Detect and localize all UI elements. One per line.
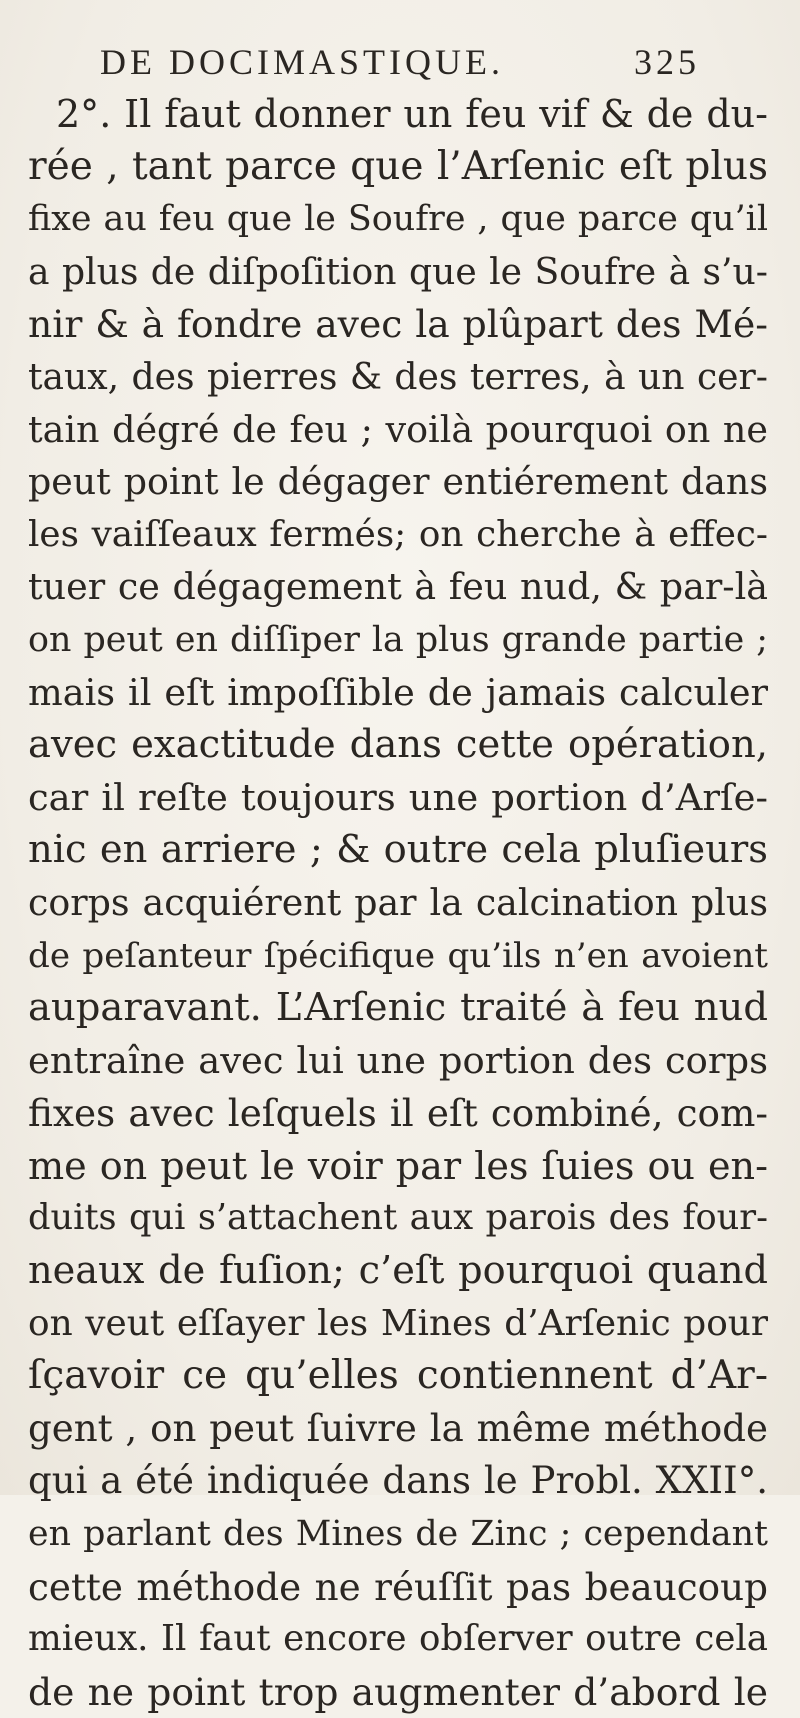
text-line: les vaiſſeaux fermés; on cherche à effec- [28,513,768,555]
text-line: taux, des pierres & des terres, à un cer- [28,354,768,398]
text-line: cette méthode ne réuſſit pas beaucoup [28,1564,768,1609]
text-line: nic en arriere ; & outre cela pluſieurs [28,827,768,873]
text-line: en parlant des Mines de Zinc ; cependant [28,1514,768,1555]
text-line: avec exactitude dans cette opération, [28,722,768,768]
text-line: corps acquiérent par la calcination plus [28,880,768,924]
text-line: de ne point trop augmenter d’abord le [28,1669,768,1714]
running-head [100,40,700,84]
text-line: on peut en diſſiper la plus grande partie ; [28,619,768,660]
text-line: on veut eſſayer les Mines d’Arſenic pour [28,1302,768,1344]
text-line: neaux de fuſion; c’eſt pourquoi quand [28,1248,768,1294]
text-line: qui a été indiquée dans le Probl. XXII°. [28,1459,768,1503]
text-line: ſçavoir ce qu’elles contiennent d’Ar- [28,1353,768,1399]
text-line: rée , tant parce que l’Arſenic eſt plus [28,143,768,189]
text-line: fixe au feu que le Soufre , que parce qu’il [28,199,768,240]
text-line: tuer ce dégagement à feu nud, & par-là [28,565,768,609]
text-line: nir & à fondre avec la plûpart des Mé- [28,302,768,347]
text-line: me on peut le voir par les ſuies ou en- [28,1143,768,1188]
text-line: entraîne avec lui une portion des corps [28,1038,768,1082]
text-line: mais il eſt impoſſible de jamais calculer [28,670,768,714]
running-head-title: DE DOCIMASTIQUE. [100,42,504,82]
text-line: duits qui s’attachent aux parois des four- [28,1197,768,1239]
text-line: car il reſte toujours une portion d’Arſe- [28,775,768,819]
text-line: 2°. Il faut donner un feu vif & de du- [56,92,768,136]
text-line: de peſanteur ſpécifique qu’ils n’en avoient [28,935,768,976]
text-line: fixes avec leſquels il eſt combiné, com- [28,1091,768,1136]
text-line: auparavant. L’Arſenic traité à feu nud [28,985,768,1031]
page-number: 325 [634,42,700,82]
text-line: peut point le dégager entiérement dans [28,460,768,504]
text-line: a plus de diſpoſition que le Soufre à s’u- [28,249,768,293]
text-line: tain dégré de feu ; voilà pourquoi on ne [28,407,768,451]
text-line: mieux. Il faut encore obſerver outre cela [28,1618,768,1660]
body-text [28,88,768,1718]
text-line: gent , on peut ſuivre la même méthode [28,1406,768,1450]
